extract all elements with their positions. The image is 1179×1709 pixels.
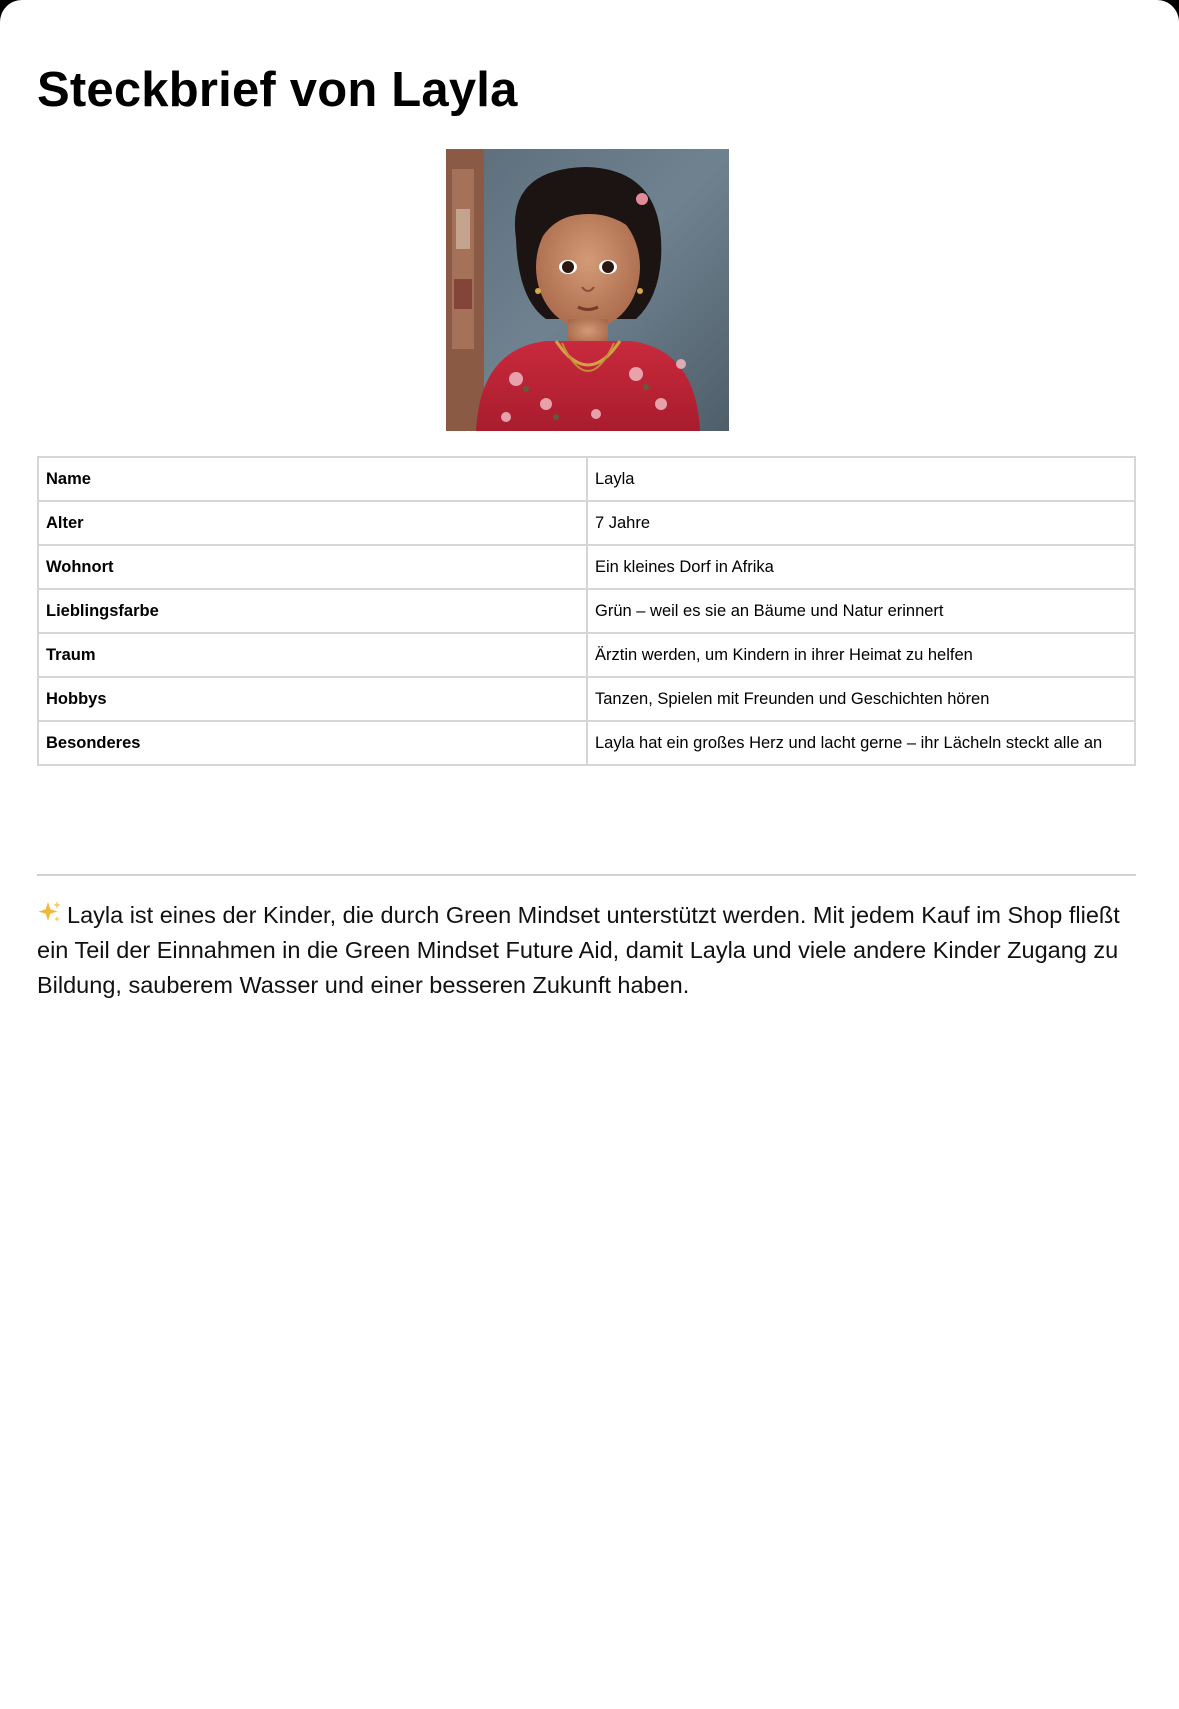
- child-photo: [446, 149, 729, 431]
- table-row: [38, 501, 1135, 545]
- table-row: [38, 677, 1135, 721]
- table-row: [38, 589, 1135, 633]
- table-row: [38, 545, 1135, 589]
- fact-label: Alter: [38, 501, 587, 545]
- page-title: Steckbrief von Layla: [37, 63, 518, 117]
- support-note-text: Layla ist eines der Kinder, die durch Green Mindset unterstützt werden. Mit jedem Kauf im Shop fließt ein Teil der Einnahmen in die Green Mindset Future Aid, damit Layla und viele andere Kinder Zugang zu Bildung, sauberem Wasser und einer besseren Zukunft haben.: [37, 902, 1120, 998]
- fact-label: Besonderes: [38, 721, 587, 765]
- fact-label: Hobbys: [38, 677, 587, 721]
- sparkles-icon: [37, 900, 63, 926]
- fact-label: Wohnort: [38, 545, 587, 589]
- fact-value: Tanzen, Spielen mit Freunden und Geschichten hören: [587, 677, 1135, 721]
- fact-label: Name: [38, 457, 587, 501]
- fact-label: Traum: [38, 633, 587, 677]
- fact-value: Ein kleines Dorf in Afrika: [587, 545, 1135, 589]
- fact-value: Layla hat ein großes Herz und lacht gerne – ihr Lächeln steckt alle an: [587, 721, 1135, 765]
- fact-label: Lieblingsfarbe: [38, 589, 587, 633]
- table-row: [38, 721, 1135, 765]
- fact-value: Ärztin werden, um Kindern in ihrer Heimat zu helfen: [587, 633, 1135, 677]
- table-row: [38, 457, 1135, 501]
- fact-value: Grün – weil es sie an Bäume und Natur erinnert: [587, 589, 1135, 633]
- support-note: [37, 898, 1136, 1003]
- table-row: [38, 633, 1135, 677]
- divider: [37, 874, 1136, 876]
- fact-value: Layla: [587, 457, 1135, 501]
- fact-value: 7 Jahre: [587, 501, 1135, 545]
- profile-table: [37, 456, 1136, 766]
